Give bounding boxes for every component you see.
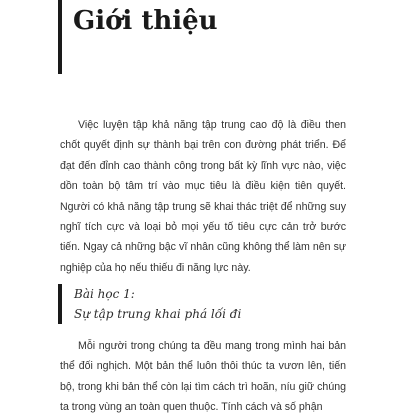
- lesson-title: Sự tập trung khai phá lối đi: [74, 307, 242, 321]
- lesson-number: Bài học 1:: [74, 287, 135, 301]
- chapter-title: Giới thiệu: [73, 6, 218, 36]
- intro-paragraph: Việc luyện tập khả năng tập trung cao độ là điều then chốt quyết định sự thành bại trên con đường phát triển. Để đạt đến đỉnh cao thành công trong bất kỳ lĩnh vực nào, việc dồn toàn bộ tâm trí vào mục tiêu là điều kiện tiên quyết. Người có khả năng tập trung sẽ khai thác triệt để những suy nghĩ tích cực và loại bỏ mọi yếu tố tiêu cực cản trở bước tiến. Ngay cả những bậc vĩ nhân cũng không thể làm nên sự nghiệp của họ nếu thiếu đi năng lực này.: [60, 119, 346, 274]
- lesson-heading: [58, 284, 348, 324]
- lesson-paragraph: Mỗi người trong chúng ta đều mang trong mình hai bản thể đối nghịch. Một bản thể luôn thôi thúc ta vươn lên, tiến bộ, trong khi bản thể còn lại tìm cách trì hoãn, níu giữ chúng ta trong vùng an toàn quen thuộc. Tính cách và số phận: [60, 340, 346, 414]
- title-accent-bar: [58, 0, 62, 74]
